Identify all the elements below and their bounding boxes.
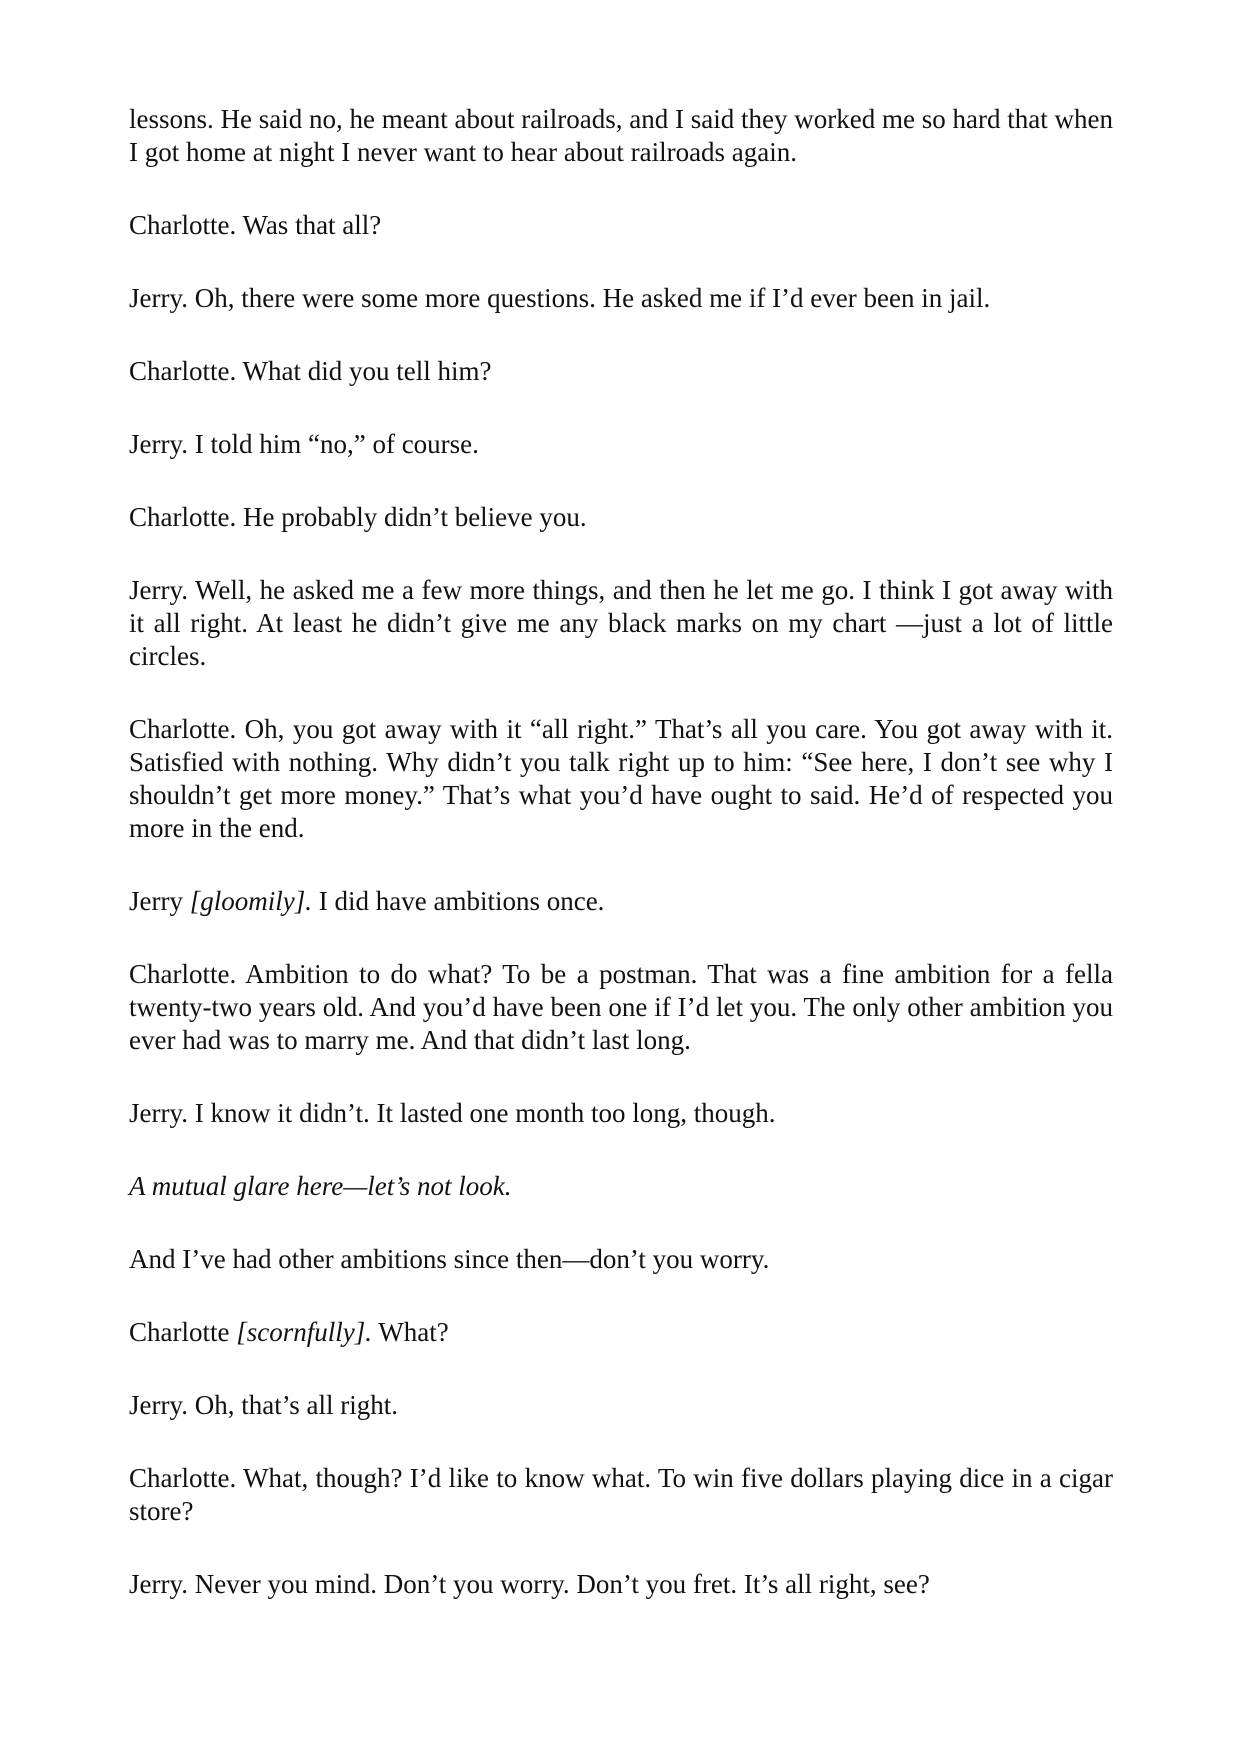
- speaker-name: Charlotte.: [129, 714, 237, 744]
- stage-direction: [scornfully].: [236, 1317, 372, 1347]
- dialogue-text: And I’ve had other ambitions since then—don’t you worry.: [129, 1244, 770, 1274]
- dialogue-paragraph: [129, 885, 1113, 918]
- dialogue-paragraph: [129, 574, 1113, 673]
- dialogue-paragraph: [129, 1462, 1113, 1528]
- dialogue-text: Oh, there were some more questions. He asked me if I’d ever been in jail.: [194, 283, 991, 313]
- speaker-name: Charlotte.: [129, 502, 237, 532]
- speaker-name: Charlotte.: [129, 959, 237, 989]
- speaker-name: Jerry.: [129, 1569, 188, 1599]
- speaker-name: Jerry: [129, 886, 183, 916]
- dialogue-text: I told him “no,” of course.: [194, 429, 479, 459]
- speaker-name: Jerry.: [129, 1098, 188, 1128]
- dialogue-text: What?: [378, 1317, 449, 1347]
- dialogue-text: What did you tell him?: [242, 356, 492, 386]
- dialogue-text: Oh, you got away with it “all right.” That’s all you care. You got away with it. Satisfied with nothing. Why didn’t you talk right up to him: “See here, I don’t see why I shouldn’t get more money.” That’s what you’d have ought to said. He’d of respected you more in the end.: [129, 714, 1113, 843]
- dialogue-text: lessons. He said no, he meant about railroads, and I said they worked me so hard that when I got home at night I never want to hear about railroads again.: [129, 104, 1113, 167]
- dialogue-paragraph: [129, 103, 1113, 169]
- speaker-name: Charlotte.: [129, 210, 237, 240]
- speaker-name: Jerry.: [129, 1390, 188, 1420]
- speaker-name: Charlotte: [129, 1317, 230, 1347]
- stage-direction: A mutual glare here—let’s not look.: [129, 1171, 512, 1201]
- dialogue-text: Never you mind. Don’t you worry. Don’t you fret. It’s all right, see?: [194, 1569, 930, 1599]
- stage-direction-paragraph: [129, 1170, 1113, 1203]
- dialogue-paragraph: [129, 355, 1113, 388]
- stage-direction: [gloomily].: [189, 886, 312, 916]
- dialogue-text: Well, he asked me a few more things, and then he let me go. I think I got away with it all right. At least he didn’t give me any black marks on my chart —just a lot of little circles.: [129, 575, 1114, 671]
- dialogue-text: What, though? I’d like to know what. To win five dollars playing dice in a cigar store?: [129, 1463, 1113, 1526]
- dialogue-paragraph: [129, 428, 1113, 461]
- speaker-name: Jerry.: [129, 575, 188, 605]
- speaker-name: Jerry.: [129, 283, 188, 313]
- dialogue-text: I know it didn’t. It lasted one month too long, though.: [194, 1098, 776, 1128]
- speaker-name: Jerry.: [129, 429, 188, 459]
- dialogue-paragraph: [129, 713, 1113, 845]
- dialogue-paragraph: [129, 1097, 1113, 1130]
- dialogue-paragraph: [129, 958, 1113, 1057]
- dialogue-paragraph: [129, 1243, 1113, 1276]
- speaker-name: Charlotte.: [129, 1463, 237, 1493]
- speaker-name: Charlotte.: [129, 356, 237, 386]
- dialogue-paragraph: [129, 209, 1113, 242]
- script-text-body: [129, 103, 1113, 1601]
- dialogue-paragraph: [129, 1316, 1113, 1349]
- dialogue-paragraph: [129, 282, 1113, 315]
- dialogue-text: I did have ambitions once.: [318, 886, 605, 916]
- dialogue-text: Oh, that’s all right.: [194, 1390, 398, 1420]
- dialogue-paragraph: [129, 1568, 1113, 1601]
- dialogue-text: He probably didn’t believe you.: [242, 502, 587, 532]
- dialogue-paragraph: [129, 1389, 1113, 1422]
- dialogue-paragraph: [129, 501, 1113, 534]
- dialogue-text: Ambition to do what? To be a postman. That was a fine ambition for a fella twenty-two years old. And you’d have been one if I’d let you. The only other ambition you ever had was to marry me. And that didn’t last long.: [129, 959, 1113, 1055]
- dialogue-text: Was that all?: [242, 210, 382, 240]
